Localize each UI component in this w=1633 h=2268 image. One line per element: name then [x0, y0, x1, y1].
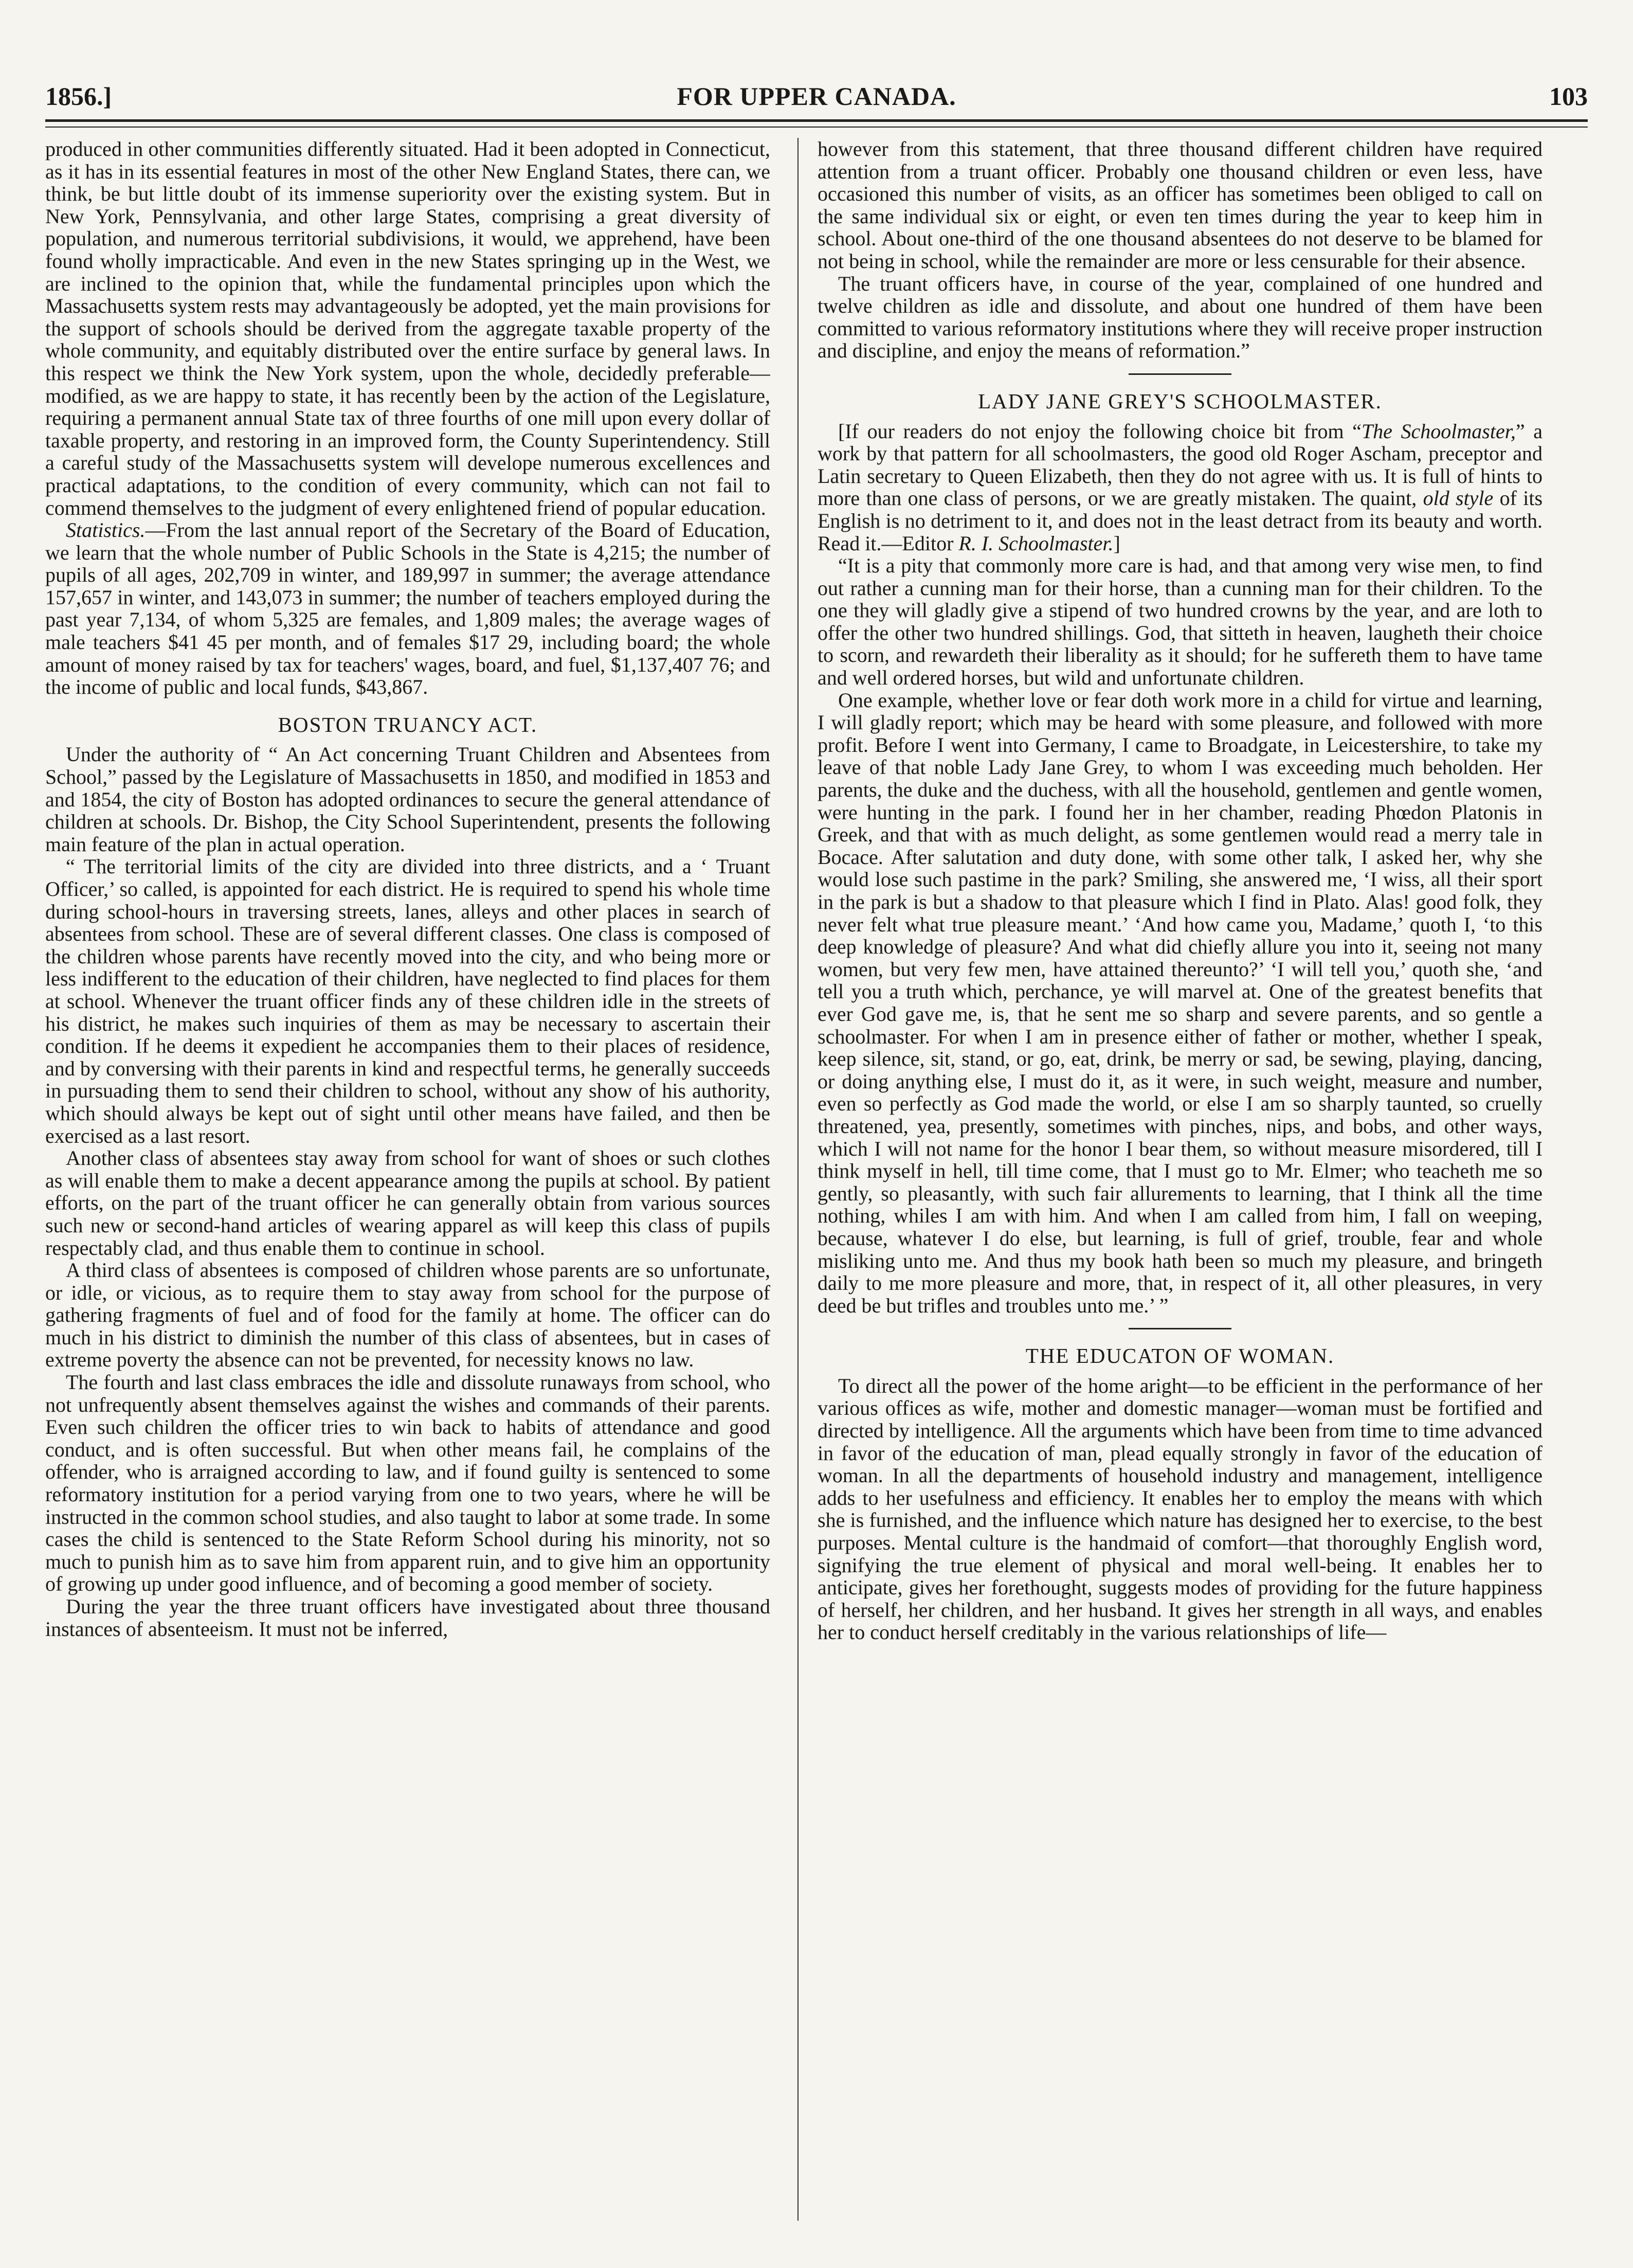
section-rule: [1129, 1328, 1231, 1329]
article-paragraph: “It is a pity that commonly more care is had, and that among very wise men, to find out rather a cunning man for their horse, than a cunning man for their children. To the one they will gladly give a stipend of two hundred crowns by the year, and are loth to offer the other two hundred shillings. God, that sitteth in heaven, laugheth their choice to scorn, and rewardeth their liberality as it should; for he suffereth them to have tame and well ordered horses, but wild and unfortunate children.: [818, 554, 1543, 690]
header-rule-thick: [45, 119, 1588, 122]
article-paragraph: One example, whether love or fear doth work more in a child for virtue and learning, I will gladly report; which may be heard with some pleasure, and followed with more profit. Before I went into Germany, I came to Broadgate, in Leicestershire, to take my leave of that noble Lady Jane Grey, to whom I was exceeding much beholden. Her parents, the duke and the duchess, with all the household, gentlemen and gentle women, were hunting in the park. I found her in her chamber, reading Phœdon Platonis in Greek, and that with as much delight, as some gentlemen would read a merry tale in Bocace. After salutation and duty done, with some other talk, I asked her, why she would lose such pastime in the park? Smiling, she answered me, ‘I wiss, all their sport in the park is but a shadow to that pleasure which I find in Plato. Alas! good folk, they never felt what true pleasure meant.’ ‘And how came you, Madame,’ quoth I, ‘to this deep knowledge of pleasure? And what did chiefly allure you into it, seeing not many women, but very few men, have attained thereunto?’ ‘I will tell you,’ quoth she, ‘and tell you a truth which, perchance, ye will marvel at. One of the greatest benefits that ever God gave me, is, that he sent me so sharp and severe parents, and so gentle a schoolmaster. For when I am in presence either of father or mother, whether I speak, keep silence, sit, stand, or go, eat, drink, be merry or sad, be sewing, playing, dancing, or doing anything else, I must do it, as it were, in such weight, measure and number, even so perfectly as God made the world, or else I am so sharply taunted, so cruelly threatened, yea, presently, sometimes with pinches, nips, and bobs, and other ways, which I will not name for the honor I bear them, so without measure misordered, till I think myself in hell, till time come, that I must go to Mr. Elmer; who teacheth me so gently, so pleasantly, with such fair allurements to learning, that I think all the time nothing, whiles I am with him. And when I am called from him, I fall on weeping, because, whatever I do else, but learning, is full of grief, trouble, fear and whole misliking unto me. And thus my book hath been so much my pleasure, and bringeth daily to me more pleasure and more, that, in respect of it, all other pleasures, in very deed be but trifles and troubles unto me.’ ”: [818, 688, 1543, 1317]
running-head: [45, 81, 1588, 122]
left-column: [45, 138, 770, 2221]
right-column: [818, 138, 1543, 2221]
statistics-text: —From the last annual report of the Secretary of the Board of Education, we learn that the whole number of Public Schools in the State is 4,215; the number of pupils of all ages, 202,709 in winter, and 189,997 in summer; the average attendance 157,657 in winter, and 143,073 in summer; the number of teachers employed during the past year 7,134, of whom 5,325 are females, and 1,809 males; the average wages of male teachers $41 45 per month, and of females $17 29, including board; the whole amount of money raised by tax for teachers' wages, board, and fuel, $1,137,407 76; and the income of public and local funds, $43,867.: [45, 518, 770, 699]
header-rule-thin: [45, 127, 1588, 128]
header-title: FOR UPPER CANADA.: [677, 82, 956, 111]
book-title: The Schoolmaster,: [1361, 419, 1516, 443]
education-of-woman-heading: THE EDUCATON OF WOMAN.: [1025, 1344, 1335, 1368]
statistics-paragraph: [45, 519, 770, 698]
article-paragraph: however from this statement, that three thousand different children have required attention from a truant officer. Probably one thousand children or even less, have occasioned this number of visits, as an officer has sometimes been obliged to call on the same individual six or eight, or even ten times during the year to keep him in school. About one-third of the one thousand absentees do not deserve to be blamed for not being in school, while the remainder are more or less censurable for their absence.: [818, 138, 1543, 273]
header-page-number: 103: [1549, 82, 1588, 111]
intro-text: ” a work by that pattern for all schoolmasters, the good old Roger Ascham, preceptor and Latin secretary to Queen Elizabeth, then they do not agree with us. It is full of hints to more than one class of persons, or we are greatly mistaken. The quaint,: [818, 419, 1543, 510]
lady-jane-grey-heading: LADY JANE GREY'S SCHOOLMASTER.: [978, 389, 1382, 413]
article-paragraph: Another class of absentees stay away from school for want of shoes or such clothes as will enable them to make a decent appearance among the pupils at school. By patient efforts, on the part of the truant officer he can generally obtain from various sources such new or second-hand articles of wearing apparel as will keep this class of pupils respectably clad, and thus enable them to continue in school.: [45, 1146, 770, 1259]
article-paragraph: During the year the three truant officers have investigated about three thousand instances of absenteeism. It must not be inferred,: [45, 1595, 770, 1641]
old-style-phrase: old style: [1423, 487, 1494, 510]
article-paragraph: Under the authority of “ An Act concerning Truant Children and Absentees from School,” passed by the Legislature of Massachusetts in 1850, and modified in 1853 and and 1854, the city of Boston has adopted ordinances to secure the general attendance of children at schools. Dr. Bishop, the City School Superintendent, presents the following main feature of the plan in actual operation.: [45, 743, 770, 856]
statistics-label: Statistics.: [66, 518, 146, 542]
boston-truancy-heading: BOSTON TRUANCY ACT.: [278, 712, 538, 736]
editor-intro-paragraph: [818, 420, 1543, 555]
article-paragraph: To direct all the power of the home aright—to be efficient in the performance of her various offices as wife, mother and domestic manager—woman must be fortified and directed by intelligence. All the arguments which have been from time to time advanced in favor of the education of man, plead equally strongly in favor of the education of woman. In all the departments of household industry and management, intelligence adds to her usefulness and efficiency. It enables her to employ the means with which she is furnished, and the influence which nature has designed her to exercise, to the best purposes. Mental culture is the handmaid of comfort—that thoroughly English word, signifying the true element of physical and moral well-being. It enables her to anticipate, gives her forethought, suggests modes of providing for the future happiness of herself, her children, and her husband. It gives her strength in all ways, and enables her to conduct herself creditably in the various relationships of life—: [818, 1374, 1543, 1644]
editor-publication: R. I. Schoolmaster.: [958, 531, 1114, 555]
intro-text: ]: [1113, 531, 1120, 555]
intro-text: of its English is no detriment to it, and does not in the least detract from its beauty and worth. Read it.—Editor: [818, 487, 1543, 555]
article-paragraph: The truant officers have, in course of the year, complained of one hundred and twelve children as idle and dissolute, and about one hundred of them have been committed to various reformatory institutions where they will receive proper instruction and discipline, and enjoy the means of reformation.”: [818, 272, 1543, 363]
article-paragraph: “ The territorial limits of the city are divided into three districts, and a ‘ Truant Officer,’ so called, is appointed for each district. He is required to spend his whole time during school-hours in traversing streets, lanes, alleys and other places in search of absentees from school. These are of several different classes. One class is composed of the children whose parents have recently moved into the city, and who being more or less indifferent to the education of their children, have neglected to find places for them at school. Whenever the truant officer finds any of these children idle in the streets of his district, he makes such inquiries of them as may be necessary to ascertain their condition. If he deems it expedient he accompanies them to their places of residence, and by conversing with their parents in kind and respectful terms, he generally succeeds in pursuading them to send their children to school, without any show of his authority, which should always be kept out of sight until other means have failed, and then be exercised as a last resort.: [45, 855, 770, 1147]
column-divider: [797, 138, 799, 2221]
section-rule: [1129, 373, 1231, 375]
article-paragraph: A third class of absentees is composed of children whose parents are so unfortunate, or idle, or vicious, as to require them to stay away from school for the purpose of gathering fragments of fuel and of food for the family at home. The officer can do much in his district to diminish the number of this class of absentees, but in cases of extreme poverty the absence can not be prevented, for necessity knows no law.: [45, 1258, 770, 1372]
header-year: 1856.]: [45, 82, 112, 111]
article-paragraph: The fourth and last class embraces the idle and dissolute runaways from school, who not unfrequently absent themselves against the wishes and commands of their parents. Even such children the officer tries to win back to habits of attendance and good conduct, and is often successful. But when other means fail, he complains of the offender, who is arraigned according to law, and if found guilty is sentenced to some reformatory institution for a period varying from one to two years, where he will be instructed in the common school studies, and also taught to labor at some trade. In some cases the child is sentenced to the State Reform School during his minority, not so much to punish him as to save him from apparent ruin, and to give him an opportunity of growing up under good influence, and of becoming a good member of society.: [45, 1371, 770, 1596]
intro-text: [If our readers do not enjoy the following choice bit from “: [838, 419, 1362, 443]
continued-article-text: produced in other communities differently situated. Had it been adopted in Connecticut, as it has in its essential features in most of the other New England States, there can, we think, be but little doubt of its immense superiority over the existing system. But in New York, Pennsylvania, and other large States, comprising a great diversity of population, and numerous territorial subdivisions, it would, we apprehend, have been found wholly impracticable. And even in the new States springing up in the West, we are inclined to the opinion that, while the fundamental principles upon which the Massachusetts system rests may advantageously be adopted, yet the main provisions for the support of schools should be derived from the aggregate taxable property of the whole community, and equitably distributed over the entire surface by general laws. In this respect we think the New York system, upon the whole, decidedly preferable—modified, as we are happy to state, it has recently been by the action of the Legislature, requiring a permanent annual State tax of three fourths of one mill upon every dollar of taxable property, and restoring in an improved form, the County Superintendency. Still a careful study of the Massachusetts system will develope numerous excellences and practical adaptations, to the condition of every community, which can not fail to commend themselves to the judgment of every enlightened friend of popular education.: [45, 138, 770, 519]
